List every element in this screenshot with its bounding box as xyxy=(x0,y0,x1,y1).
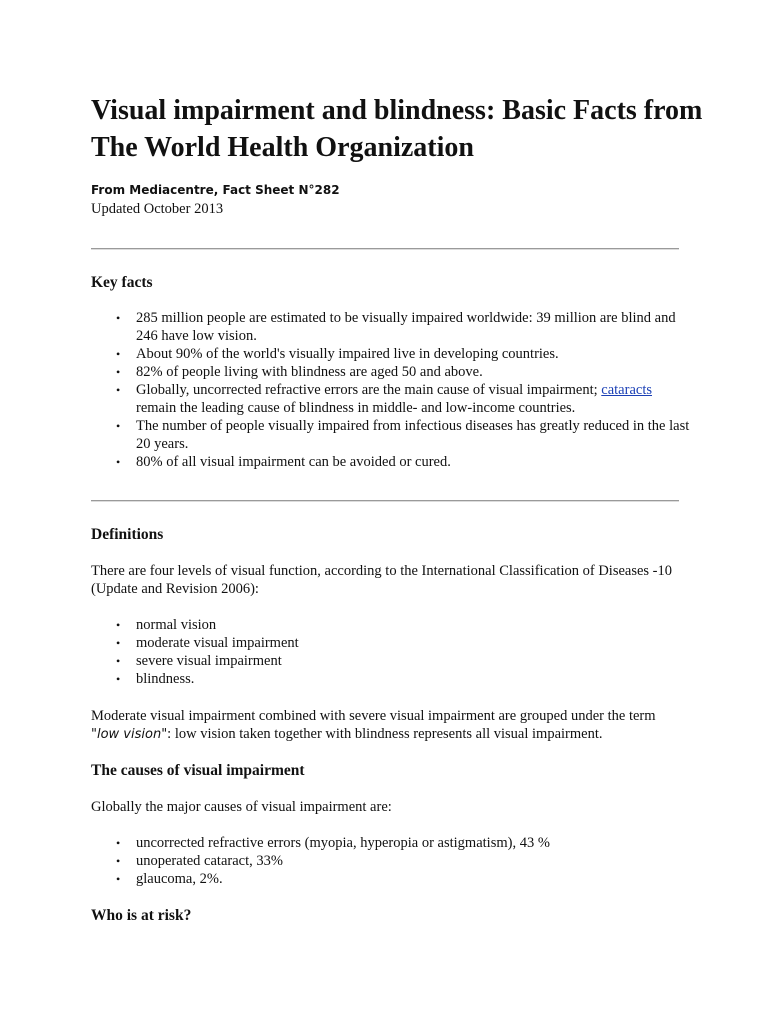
list-item-text: severe visual impairment xyxy=(136,653,282,669)
paragraph-text: Moderate visual impairment combined with severe visual impairment are grouped under the term xyxy=(91,708,656,724)
list-item-text: normal vision xyxy=(136,617,217,633)
list-item-text: unoperated cataract, 33% xyxy=(136,853,283,869)
bullet-icon: • xyxy=(116,672,121,686)
divider xyxy=(91,500,679,502)
list-item xyxy=(91,852,691,870)
list-item-text: glaucoma, 2%. xyxy=(136,871,223,887)
list-item xyxy=(91,670,691,688)
list-item-text: Globally, uncorrected refractive errors are the main cause of visual impairment; xyxy=(136,382,602,398)
low-vision-paragraph xyxy=(91,707,681,744)
bullet-icon: • xyxy=(116,365,121,379)
bullet-icon: • xyxy=(116,383,121,397)
low-vision-term: "low vision" xyxy=(91,727,168,742)
list-item xyxy=(91,616,691,634)
bullet-icon: • xyxy=(116,636,121,650)
bullet-icon: • xyxy=(116,854,121,868)
list-item xyxy=(91,834,691,852)
list-item xyxy=(91,309,691,345)
key-facts-heading: Key facts xyxy=(91,274,153,291)
bullet-icon: • xyxy=(116,872,121,886)
risk-heading: Who is at risk? xyxy=(91,907,192,924)
vision-levels-list xyxy=(91,616,691,688)
cataracts-link[interactable]: cataracts xyxy=(601,382,652,398)
causes-heading: The causes of visual impairment xyxy=(91,762,305,779)
list-item-text: blindness. xyxy=(136,671,195,687)
bullet-icon: • xyxy=(116,455,121,469)
updated-date: Updated October 2013 xyxy=(91,201,224,217)
bullet-icon: • xyxy=(116,311,121,325)
source-line: From Mediacentre, Fact Sheet N°282 xyxy=(91,183,340,197)
divider xyxy=(91,248,679,250)
bullet-icon: • xyxy=(116,618,121,632)
list-item xyxy=(91,345,691,363)
list-item-text: 80% of all visual impairment can be avoided or cured. xyxy=(136,454,451,470)
paragraph-text: : low vision taken together with blindness represents all visual impairment. xyxy=(167,726,603,742)
list-item xyxy=(91,363,691,381)
key-facts-list xyxy=(91,309,691,471)
bullet-icon: • xyxy=(116,654,121,668)
list-item xyxy=(91,417,691,453)
list-item-text: remain the leading cause of blindness in middle- and low-income countries. xyxy=(136,400,576,416)
list-item-text: uncorrected refractive errors (myopia, hyperopia or astigmatism), 43 % xyxy=(136,835,550,851)
list-item xyxy=(91,453,691,471)
definitions-heading: Definitions xyxy=(91,526,164,543)
list-item-text: The number of people visually impaired from infectious diseases has greatly reduced in the last 20 years. xyxy=(136,418,690,452)
list-item xyxy=(91,652,691,670)
list-item-text: 82% of people living with blindness are aged 50 and above. xyxy=(136,364,483,380)
list-item xyxy=(91,634,691,652)
list-item-text: 285 million people are estimated to be visually impaired worldwide: 39 million are blind and 246 have low vision. xyxy=(136,310,676,344)
definitions-intro: There are four levels of visual function, according to the International Classification of Diseases -10 (Update and Revision 2006): xyxy=(91,563,673,597)
bullet-icon: • xyxy=(116,419,121,433)
list-item xyxy=(91,381,691,417)
causes-intro: Globally the major causes of visual impairment are: xyxy=(91,799,392,815)
list-item-text: About 90% of the world's visually impaired live in developing countries. xyxy=(136,346,559,362)
bullet-icon: • xyxy=(116,836,121,850)
page-title: Visual impairment and blindness: Basic Facts from The World Health Organization xyxy=(91,95,703,163)
causes-list xyxy=(91,834,691,888)
list-item xyxy=(91,870,691,888)
bullet-icon: • xyxy=(116,347,121,361)
list-item-text: moderate visual impairment xyxy=(136,635,299,651)
